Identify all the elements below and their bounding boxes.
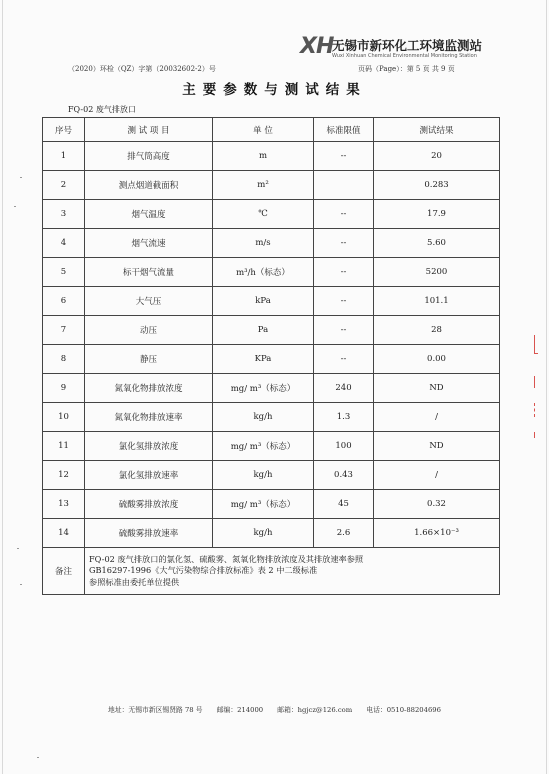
table-row bbox=[43, 316, 500, 345]
cell-result: 0.283 bbox=[374, 171, 500, 200]
cell-result: ND bbox=[374, 432, 500, 461]
cell-item: 排气筒高度 bbox=[85, 142, 213, 171]
cell-no: 6 bbox=[43, 287, 85, 316]
cell-limit: -- bbox=[314, 316, 374, 345]
cell-result: 28 bbox=[374, 316, 500, 345]
cell-no: 2 bbox=[43, 171, 85, 200]
table-row bbox=[43, 345, 500, 374]
seal-fragment bbox=[534, 403, 537, 417]
col-header-no: 序号 bbox=[43, 118, 85, 142]
cell-result: 5200 bbox=[374, 258, 500, 287]
seal-fragment bbox=[534, 432, 539, 438]
company-name-en: Wuxi Xinhuan Chemical Environmental Monitoring Station bbox=[332, 53, 477, 59]
cell-item: 大气压 bbox=[85, 287, 213, 316]
cell-unit: kg/h bbox=[213, 519, 314, 548]
remark-label: 备注 bbox=[43, 548, 85, 595]
cell-no: 14 bbox=[43, 519, 85, 548]
cell-unit: m bbox=[213, 142, 314, 171]
page-title: 主要参数与测试结果 bbox=[182, 82, 367, 98]
cell-item: 氮氧化物排放速率 bbox=[85, 403, 213, 432]
cell-limit: -- bbox=[314, 229, 374, 258]
cell-result: 0.32 bbox=[374, 490, 500, 519]
scan-speck bbox=[17, 548, 19, 549]
cell-limit: 45 bbox=[314, 490, 374, 519]
table-header-row bbox=[43, 118, 500, 142]
scan-speck bbox=[37, 757, 39, 758]
cell-no: 11 bbox=[43, 432, 85, 461]
footer-phone: 电话：0510-88204696 bbox=[366, 706, 441, 714]
cell-item: 硫酸雾排放浓度 bbox=[85, 490, 213, 519]
cell-item: 烟气流速 bbox=[85, 229, 213, 258]
cell-unit: kg/h bbox=[213, 461, 314, 490]
cell-result: 17.9 bbox=[374, 200, 500, 229]
cell-unit: ℃ bbox=[213, 200, 314, 229]
cell-no: 8 bbox=[43, 345, 85, 374]
footer-postcode: 邮编：214000 bbox=[216, 706, 264, 714]
table-row bbox=[43, 200, 500, 229]
cell-item: 氯化氢排放浓度 bbox=[85, 432, 213, 461]
cell-item: 静压 bbox=[85, 345, 213, 374]
cell-result: ND bbox=[374, 374, 500, 403]
cell-unit: Pa bbox=[213, 316, 314, 345]
cell-limit: 100 bbox=[314, 432, 374, 461]
cell-unit: m/s bbox=[213, 229, 314, 258]
cell-no: 1 bbox=[43, 142, 85, 171]
cell-result: / bbox=[374, 403, 500, 432]
cell-limit: 240 bbox=[314, 374, 374, 403]
scan-speck bbox=[14, 206, 16, 207]
cell-limit: -- bbox=[314, 200, 374, 229]
cell-item: 测点烟道截面积 bbox=[85, 171, 213, 200]
scan-speck bbox=[20, 177, 22, 178]
company-name-cn: 无锡市新环化工环境监测站 bbox=[332, 38, 483, 53]
cell-unit: mg/ m³（标态） bbox=[213, 374, 314, 403]
table-row bbox=[43, 142, 500, 171]
table-row bbox=[43, 403, 500, 432]
remark-line: 参照标准由委托单位提供 bbox=[89, 576, 180, 587]
footer-email: 邮箱：hgjcz@126.com bbox=[277, 706, 353, 714]
page-edge-left bbox=[2, 0, 3, 774]
table-row bbox=[43, 374, 500, 403]
cell-item: 标干烟气流量 bbox=[85, 258, 213, 287]
remark-row bbox=[43, 548, 500, 595]
table-row bbox=[43, 432, 500, 461]
cell-no: 7 bbox=[43, 316, 85, 345]
table-row bbox=[43, 490, 500, 519]
page-footer bbox=[0, 704, 549, 714]
cell-result: 20 bbox=[374, 142, 500, 171]
report-number: （2020）环检（QZ）字第（20032602-2）号 bbox=[68, 65, 216, 73]
logo-mark: XH bbox=[300, 34, 334, 59]
cell-limit bbox=[314, 171, 374, 200]
cell-unit: KPa bbox=[213, 345, 314, 374]
cell-result: 1.66×10⁻³ bbox=[374, 519, 500, 548]
cell-unit: kPa bbox=[213, 287, 314, 316]
cell-item: 氮氧化物排放浓度 bbox=[85, 374, 213, 403]
cell-no: 9 bbox=[43, 374, 85, 403]
results-table bbox=[42, 117, 500, 595]
col-header-result: 测试结果 bbox=[374, 118, 500, 142]
cell-item: 氯化氢排放速率 bbox=[85, 461, 213, 490]
cell-limit: 2.6 bbox=[314, 519, 374, 548]
cell-unit: kg/h bbox=[213, 403, 314, 432]
cell-unit: m² bbox=[213, 171, 314, 200]
cell-no: 13 bbox=[43, 490, 85, 519]
col-header-unit: 单 位 bbox=[213, 118, 314, 142]
cell-limit: -- bbox=[314, 345, 374, 374]
table-row bbox=[43, 171, 500, 200]
cell-limit: 0.43 bbox=[314, 461, 374, 490]
cell-limit: 1.3 bbox=[314, 403, 374, 432]
cell-result: / bbox=[374, 461, 500, 490]
table-row bbox=[43, 258, 500, 287]
table-row bbox=[43, 229, 500, 258]
remark-text bbox=[85, 548, 500, 595]
cell-no: 4 bbox=[43, 229, 85, 258]
section-label: FQ-02 废气排放口 bbox=[68, 105, 136, 114]
table-row bbox=[43, 287, 500, 316]
cell-result: 0.00 bbox=[374, 345, 500, 374]
col-header-limit: 标准限值 bbox=[314, 118, 374, 142]
cell-item: 动压 bbox=[85, 316, 213, 345]
cell-unit: m³/h（标态） bbox=[213, 258, 314, 287]
cell-result: 101.1 bbox=[374, 287, 500, 316]
table-row bbox=[43, 461, 500, 490]
company-logo bbox=[300, 34, 500, 64]
table-row bbox=[43, 519, 500, 548]
remark-line: GB16297-1996《大气污染物综合排放标准》表 2 中二级标准 bbox=[89, 565, 318, 576]
page-edge-right bbox=[546, 0, 547, 774]
remark-line: FQ-02 废气排放口的氯化氢、硫酸雾、氮氧化物排放浓度及其排放速率参照 bbox=[89, 553, 364, 564]
cell-unit: mg/ m³（标态） bbox=[213, 432, 314, 461]
cell-no: 3 bbox=[43, 200, 85, 229]
col-header-item: 测 试 项 目 bbox=[85, 118, 213, 142]
cell-result: 5.60 bbox=[374, 229, 500, 258]
cell-limit: -- bbox=[314, 287, 374, 316]
cell-item: 烟气温度 bbox=[85, 200, 213, 229]
cell-no: 10 bbox=[43, 403, 85, 432]
cell-item: 硫酸雾排放速率 bbox=[85, 519, 213, 548]
scan-speck bbox=[20, 584, 22, 585]
footer-address: 地址：无锡市新区锡贤路 78 号 bbox=[108, 706, 203, 714]
cell-limit: -- bbox=[314, 258, 374, 287]
cell-no: 5 bbox=[43, 258, 85, 287]
seal-fragment bbox=[534, 335, 538, 354]
page-number: 页码（Page）：第 5 页 共 9 页 bbox=[358, 65, 455, 73]
cell-unit: mg/ m³（标态） bbox=[213, 490, 314, 519]
cell-no: 12 bbox=[43, 461, 85, 490]
seal-fragment bbox=[534, 376, 538, 388]
cell-limit: -- bbox=[314, 142, 374, 171]
